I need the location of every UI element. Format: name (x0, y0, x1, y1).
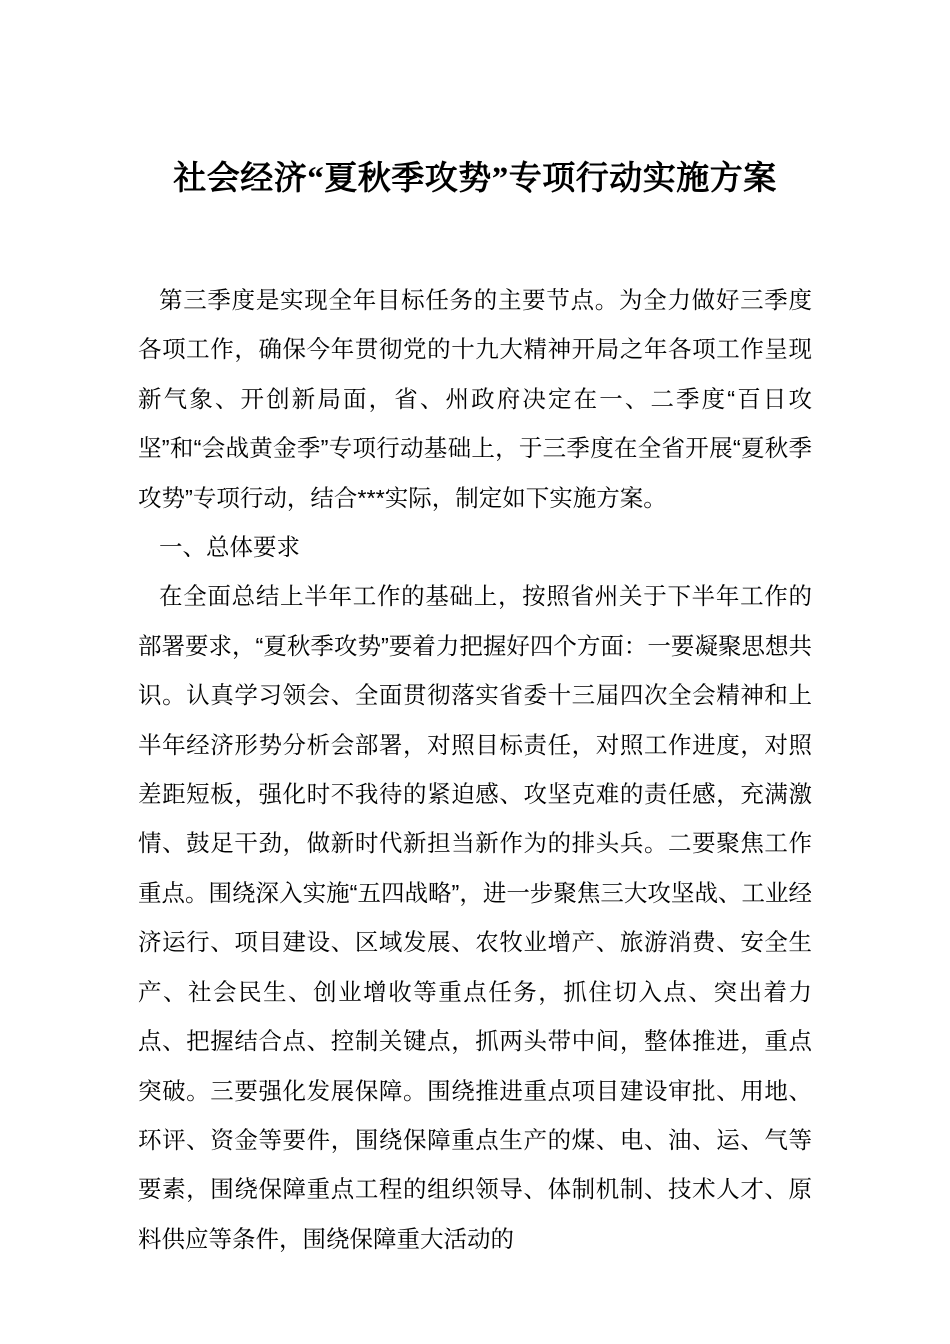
section-heading-overall-requirements: 一、总体要求 (159, 534, 300, 561)
document-body (138, 276, 812, 1264)
paragraph-intro: 第三季度是实现全年目标任务的主要节点。为全力做好三季度各项工作，确保今年贯彻党的十九大精神开局之年各项工作呈现新气象、开创新局面，省、州政府决定在一、二季度“百日攻坚”和“会战黄金季”专项行动基础上，于三季度在全省开展“夏秋季攻势”专项行动，结合***实际，制定如下实施方案。 (138, 287, 812, 511)
paragraph-overall-requirements: 在全面总结上半年工作的基础上，按照省州关于下半年工作的部署要求，“夏秋季攻势”要着力把握好四个方面：一要凝聚思想共识。认真学习领会、全面贯彻落实省委十三届四次全会精神和上半年经济形势分析会部署，对照目标责任，对照工作进度，对照差距短板，强化时不我待的紧迫感、攻坚克难的责任感，充满激情、鼓足干劲，做新时代新担当新作为的排头兵。二要聚焦工作重点。围绕深入实施“五四战略”，进一步聚焦三大攻坚战、工业经济运行、项目建设、区域发展、农牧业增产、旅游消费、安全生产、社会民生、创业增收等重点任务，抓住切入点、突出着力点、把握结合点、控制关键点，抓两头带中间，整体推进，重点突破。三要强化发展保障。围绕推进重点项目建设审批、用地、环评、资金等要件，围绕保障重点生产的煤、电、油、运、气等要素，围绕保障重点工程的组织领导、体制机制、技术人才、原料供应等条件，围绕保障重大活动的 (138, 583, 812, 1252)
document-title: 社会经济“夏秋季攻势”专项行动实施方案 (173, 161, 777, 197)
